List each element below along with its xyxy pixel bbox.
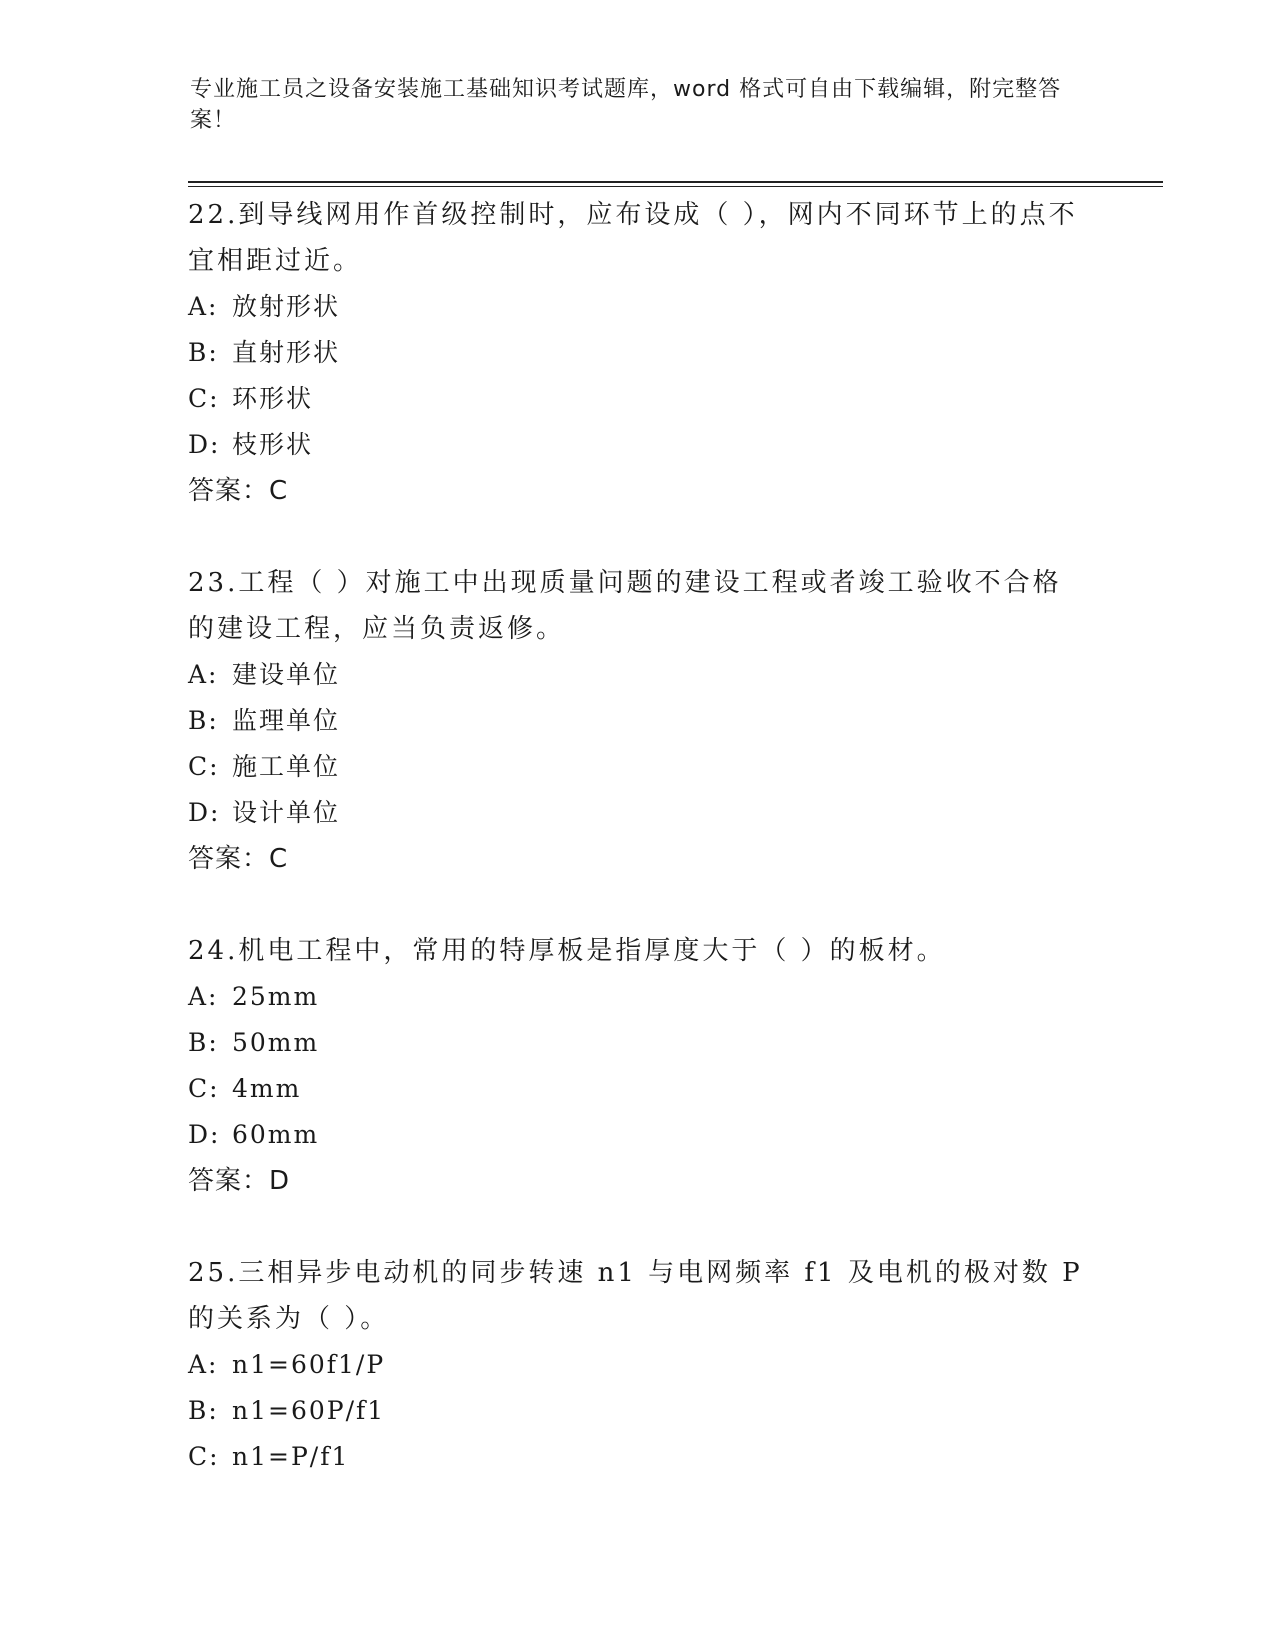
option-a (188, 652, 1088, 698)
document-header: 专业施工员之设备安装施工基础知识考试题库，word 格式可自由下载编辑，附完整答案！ (190, 77, 1062, 133)
option-d (188, 1112, 1088, 1158)
option-text: n1=60f1/P (232, 1350, 386, 1379)
option-letter: A: (188, 982, 219, 1011)
option-letter: C: (188, 384, 220, 413)
option-c (188, 1434, 1088, 1480)
header-divider-thin (188, 186, 1163, 187)
option-a (188, 974, 1088, 1020)
question-24 (188, 928, 1088, 1204)
option-letter: B: (188, 1396, 219, 1425)
option-b (188, 330, 1088, 376)
option-letter: D: (188, 798, 221, 827)
question-text: 23.工程（ ）对施工中出现质量问题的建设工程或者竣工验收不合格的建设工程，应当负责返修。 (188, 568, 1062, 644)
option-a (188, 284, 1088, 330)
option-text: 直射形状 (232, 338, 341, 367)
question-list (188, 192, 1088, 1526)
option-a (188, 1342, 1088, 1388)
option-c (188, 744, 1088, 790)
option-text: 50mm (232, 1028, 320, 1057)
option-text: 建设单位 (232, 660, 341, 689)
option-letter: D: (188, 1120, 221, 1149)
option-text: 环形状 (232, 384, 314, 413)
question-text: 25.三相异步电动机的同步转速 n1 与电网频率 f1 及电机的极对数 P 的关系为（ ）。 (188, 1258, 1083, 1334)
header-divider (188, 181, 1163, 183)
option-letter: A: (188, 1350, 219, 1379)
option-letter: C: (188, 1074, 220, 1103)
option-letter: B: (188, 1028, 219, 1057)
answer-line: 答案：C (188, 476, 289, 506)
answer-line: 答案：D (188, 1166, 291, 1196)
option-text: 放射形状 (232, 292, 341, 321)
option-c (188, 376, 1088, 422)
option-letter: C: (188, 752, 220, 781)
option-text: n1=60P/f1 (232, 1396, 386, 1425)
option-text: 枝形状 (232, 430, 314, 459)
question-text: 24.机电工程中，常用的特厚板是指厚度大于（ ）的板材。 (188, 936, 946, 966)
option-letter: A: (188, 660, 219, 689)
option-d (188, 422, 1088, 468)
question-text: 22.到导线网用作首级控制时，应布设成（ ），网内不同环节上的点不宜相距过近。 (188, 200, 1078, 276)
option-letter: D: (188, 430, 221, 459)
option-text: 监理单位 (232, 706, 341, 735)
question-23 (188, 560, 1088, 882)
option-d (188, 790, 1088, 836)
option-text: 25mm (232, 982, 320, 1011)
option-b (188, 1388, 1088, 1434)
option-c (188, 1066, 1088, 1112)
option-b (188, 698, 1088, 744)
option-letter: A: (188, 292, 219, 321)
option-text: 施工单位 (232, 752, 341, 781)
answer-line: 答案：C (188, 844, 289, 874)
option-letter: B: (188, 706, 219, 735)
option-text: 4mm (232, 1074, 302, 1103)
option-text: 60mm (232, 1120, 320, 1149)
question-25 (188, 1250, 1088, 1480)
option-b (188, 1020, 1088, 1066)
option-letter: C: (188, 1442, 220, 1471)
question-22 (188, 192, 1088, 514)
option-letter: B: (188, 338, 219, 367)
option-text: 设计单位 (232, 798, 341, 827)
option-text: n1=P/f1 (232, 1442, 350, 1471)
